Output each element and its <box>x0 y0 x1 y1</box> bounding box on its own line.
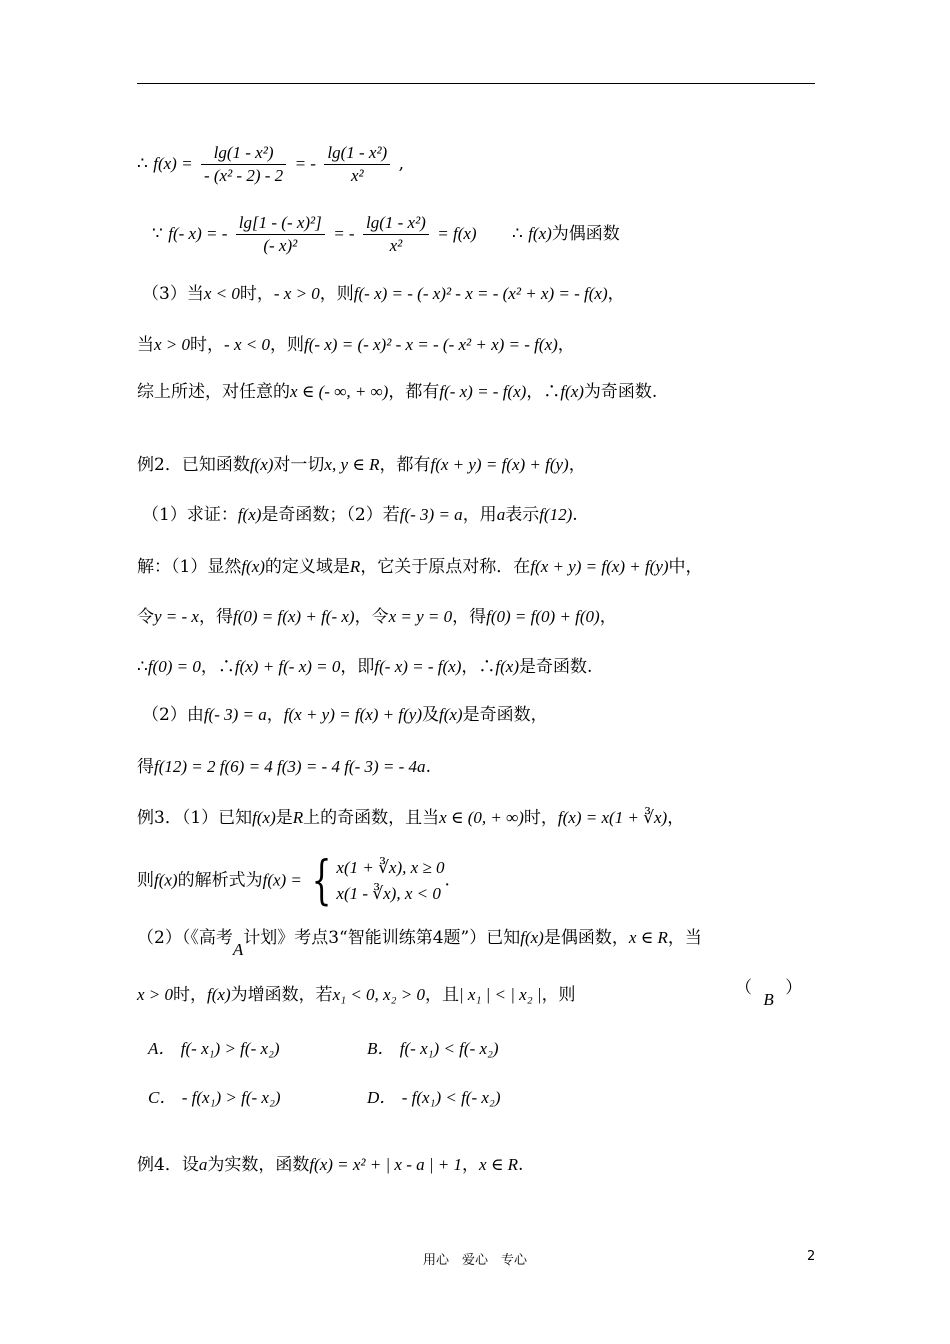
formula: f(x) <box>237 505 262 524</box>
formula: = - <box>294 154 316 173</box>
text: 当 <box>137 335 154 355</box>
text: 时， <box>173 985 208 1005</box>
line-11 <box>142 703 548 727</box>
line-17 <box>137 1153 523 1177</box>
text: ，当 <box>667 928 702 948</box>
text: 得 <box>137 757 154 777</box>
text: . <box>425 757 431 777</box>
formula: A <box>232 940 244 959</box>
formula: f(- x) = - f(x) <box>374 657 462 676</box>
formula: f(- 3) = a <box>399 505 463 524</box>
formula: f(- x) = - <box>168 224 228 243</box>
answer-bracket <box>735 973 803 1009</box>
text: ， <box>667 808 685 828</box>
text: （3）当 <box>142 284 204 304</box>
text: 解：（1）显然 <box>137 557 242 577</box>
text: 为实数，函数 <box>207 1155 310 1175</box>
text: 为偶函数 <box>551 224 620 244</box>
formula: x ∈ (- ∞, + ∞) <box>290 382 389 401</box>
text: 为奇函数. <box>583 382 658 402</box>
formula: f(0) = f(x) + f(- x) <box>232 607 355 626</box>
formula: R <box>349 557 361 576</box>
fraction <box>324 142 390 187</box>
header-rule <box>137 83 815 84</box>
formula: - x > 0 <box>273 284 320 303</box>
line-8 <box>137 555 703 579</box>
text: ） <box>785 978 803 998</box>
line-10 <box>137 655 592 679</box>
text: ， <box>607 284 625 304</box>
text: ，令 <box>354 607 389 627</box>
cases <box>336 855 444 907</box>
formula: f(x + y) = f(x) + f(y) <box>430 455 569 474</box>
text: 上的奇函数，且当 <box>303 808 440 828</box>
text: （1）求证： <box>142 505 238 525</box>
text: ， <box>462 1155 480 1175</box>
formula: f(x) <box>249 455 274 474</box>
formula: f(x + y) = f(x) + f(y) <box>530 557 669 576</box>
formula: f(x) = <box>262 870 302 890</box>
brace-symbol: { <box>311 851 332 911</box>
text: 中， <box>668 557 703 577</box>
formula: f(x) = x² + | x - a | + 1 <box>309 1155 463 1174</box>
line-13 <box>137 806 684 830</box>
text: 的定义域是 <box>264 557 350 577</box>
formula: f(12) = 2 f(6) = 4 f(3) = - 4 f(- 3) = - 4a <box>154 757 426 776</box>
option-expression: - f(x₁) < f(- x₂) <box>401 1088 501 1107</box>
text: 例3．（1）已知 <box>137 808 253 828</box>
formula: f(x) = x(1 + ∛x) <box>557 808 668 827</box>
text: ，∴ <box>200 657 235 677</box>
line-5 <box>137 380 657 404</box>
line-6 <box>137 453 586 477</box>
formula: f(- x) = (- x)² - x = - (- x² + x) = - f(x) <box>303 335 558 354</box>
text: ，得 <box>452 607 487 627</box>
text: 令 <box>137 607 154 627</box>
formula: f(x) <box>439 705 463 724</box>
formula: R <box>292 808 304 827</box>
formula: f(x) <box>154 870 178 890</box>
denominator: (- x)² <box>263 236 298 255</box>
formula: f(12) <box>539 505 573 524</box>
text: （ <box>735 978 752 998</box>
formula: x ∈ R <box>479 1155 519 1174</box>
formula: a <box>496 505 506 524</box>
text: . <box>518 1155 524 1175</box>
answer-value: B <box>763 990 774 1009</box>
text: ，即 <box>340 657 375 677</box>
text: ，且 <box>424 985 459 1005</box>
line-4 <box>137 333 575 357</box>
option-b <box>367 1034 499 1059</box>
text: . <box>572 505 578 525</box>
formula: x > 0 <box>137 985 174 1004</box>
text: ， <box>266 705 284 725</box>
line-16 <box>137 983 576 1007</box>
formula: x = y = 0 <box>388 607 453 626</box>
text: 时， <box>523 808 558 828</box>
formula: | x₁ | < | x₂ | <box>458 985 542 1004</box>
text: 对一切 <box>273 455 325 475</box>
formula: f(x) <box>207 985 231 1004</box>
option-expression: f(- x₁) > f(- x₂) <box>180 1039 280 1058</box>
option-label: B． <box>367 1039 395 1058</box>
option-c <box>148 1083 281 1108</box>
formula: f(- 3) = a <box>203 705 267 724</box>
formula: - x < 0 <box>224 335 270 354</box>
case-2: x(1 - ∛x), x < 0 <box>336 884 441 903</box>
line-3 <box>142 282 625 306</box>
piecewise <box>307 851 445 911</box>
denominator: - (x² - 2) - 2 <box>203 166 284 185</box>
text: ，得 <box>198 607 233 627</box>
formula: f(- x) = - (- x)² - x = - (x² + x) = - f(x) <box>353 284 608 303</box>
text: ， <box>568 455 586 475</box>
option-expression: - f(x₁) > f(- x₂) <box>181 1088 281 1107</box>
formula: a <box>198 1155 208 1174</box>
numerator: lg(1 - x²) <box>363 212 429 235</box>
fraction <box>201 142 286 187</box>
text: , <box>398 154 405 174</box>
text: 的解析式为 <box>177 870 263 891</box>
case-1: x(1 + ∛x), x ≥ 0 <box>336 858 445 877</box>
line-7 <box>142 503 578 527</box>
text: 则 <box>137 870 154 891</box>
text: 计划》考点3“智能训练第4题”）已知 <box>243 928 521 948</box>
formula: x > 0 <box>154 335 191 354</box>
formula: f(x) + f(- x) = 0 <box>234 657 341 676</box>
denominator: x² <box>350 166 364 185</box>
formula: f(x) <box>241 557 265 576</box>
text: 及 <box>422 705 439 725</box>
text: 例2．已知函数 <box>137 455 250 475</box>
text: ，则 <box>319 284 354 304</box>
option-d <box>367 1083 500 1108</box>
text: 综上所述，对任意的 <box>137 382 290 402</box>
formula: = - <box>333 224 355 243</box>
formula: y = - x <box>154 607 199 626</box>
formula: x ∈ (0, + ∞) <box>439 808 524 827</box>
numerator: lg(1 - x²) <box>201 142 286 165</box>
text: ，则 <box>269 335 304 355</box>
text: 是 <box>275 808 293 828</box>
page-number: 2 <box>807 1249 816 1264</box>
text: ，都有 <box>388 382 440 402</box>
text: 例4．设 <box>137 1155 199 1175</box>
text: 是偶函数， <box>543 928 629 948</box>
therefore-symbol: ∴ <box>137 154 148 174</box>
numerator: lg[1 - (- x)²] <box>236 212 325 235</box>
therefore-symbol: ∴ <box>511 224 523 244</box>
formula: x < 0 <box>203 284 240 303</box>
line-9 <box>137 605 617 629</box>
line-12 <box>137 755 431 779</box>
text: ，用 <box>462 505 497 525</box>
fraction <box>236 212 325 257</box>
text: 时， <box>239 284 274 304</box>
because-symbol: ∵ <box>152 224 163 244</box>
line-14 <box>137 851 450 911</box>
option-expression: f(- x₁) < f(- x₂) <box>399 1039 499 1058</box>
formula: f(0) = 0 <box>147 657 201 676</box>
text: 是奇函数；（2）若 <box>261 505 400 525</box>
line-1 <box>137 142 404 187</box>
formula: x₁ < 0, x₂ > 0 <box>332 985 425 1004</box>
text: ， <box>557 335 575 355</box>
numerator: lg(1 - x²) <box>324 142 390 165</box>
text: 为增函数，若 <box>230 985 333 1005</box>
formula: x ∈ R <box>628 928 668 947</box>
formula: x, y ∈ R <box>324 455 380 474</box>
text: 表示 <box>505 505 540 525</box>
fraction <box>363 212 429 257</box>
formula: = f(x) <box>437 224 477 243</box>
text: ∴ <box>137 657 148 677</box>
denominator: x² <box>389 236 403 255</box>
formula: f(x) <box>520 928 544 947</box>
line-15 <box>137 926 702 959</box>
text: ，都有 <box>379 455 431 475</box>
option-a <box>148 1034 280 1059</box>
formula: f(0) = f(0) + f(0) <box>486 607 600 626</box>
text: ，∴ <box>461 657 496 677</box>
formula: f(x + y) = f(x) + f(y) <box>283 705 422 724</box>
option-label: A． <box>148 1039 176 1058</box>
text: 时， <box>190 335 225 355</box>
text: 是奇函数. <box>518 657 593 677</box>
formula: f(x) <box>252 808 276 827</box>
formula: f(x) <box>528 224 552 243</box>
text: ，则 <box>541 985 576 1005</box>
text: ，它关于原点对称．在 <box>360 557 531 577</box>
option-label: D． <box>367 1088 397 1107</box>
option-label: C． <box>148 1088 177 1107</box>
formula: f(- x) = - f(x) <box>439 382 527 401</box>
text: . <box>444 870 450 891</box>
formula: f(x) <box>495 657 519 676</box>
text: ， <box>599 607 617 627</box>
text: （2）（《高考 <box>137 928 233 948</box>
formula: f(x) = <box>153 154 193 173</box>
text: （2）由 <box>142 705 204 725</box>
formula: f(x) <box>560 382 584 401</box>
text: ，∴ <box>526 382 561 402</box>
line-2 <box>152 212 620 257</box>
footer-text: 用心 爱心 专心 <box>422 1253 527 1268</box>
text: 是奇函数， <box>462 705 548 725</box>
